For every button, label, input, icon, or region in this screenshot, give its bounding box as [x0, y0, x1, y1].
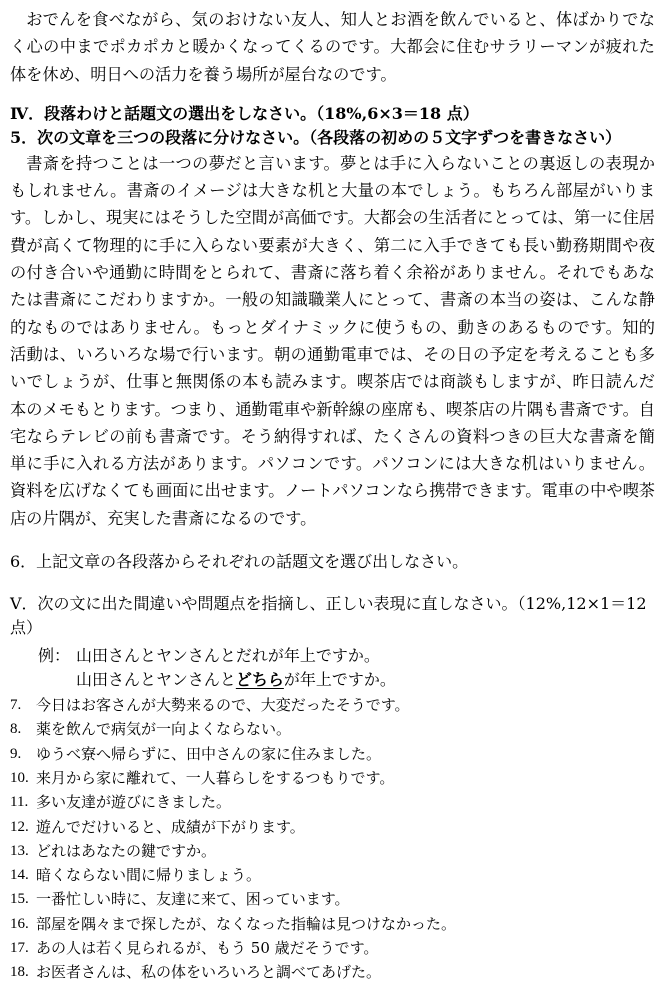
- question-item: [10, 790, 655, 814]
- section-5-heading-text: Ⅴ．次の文に出た間違いや問題点を指摘し、正しい表現に直しなさい。（12%,12×1＝12 点）: [10, 594, 647, 638]
- example-block: [38, 644, 655, 692]
- question-text: あの人は若く見られるが、もう 50 歳だそうです。: [36, 939, 379, 958]
- question-item: [10, 717, 655, 741]
- question-6: 6．上記文章の各段落からそれぞれの話題文を選び出しなさい。: [10, 552, 469, 572]
- question-item: [10, 863, 655, 887]
- example-wrong-sentence: 山田さんとヤンさんとだれが年上ですか。: [76, 646, 380, 666]
- question-item: [10, 839, 655, 863]
- question-number: 13.: [10, 842, 29, 859]
- question-number: 12.: [10, 818, 29, 835]
- question-text: 遊んでだけいると、成績が下がります。: [36, 817, 305, 836]
- section-4-heading: Ⅳ．段落わけと話題文の選出をしなさい。（18%,6×3＝18 点）: [10, 103, 479, 123]
- question-text: 来月から家に離れて、一人暮らしをするつもりです。: [36, 768, 395, 787]
- example-correction-underlined: どちら: [235, 670, 284, 690]
- question-text: お医者さんは、私の体をいろいろと調べてあげた。: [36, 963, 382, 982]
- question-list: [10, 693, 655, 985]
- question-item: [10, 815, 655, 839]
- intro-paragraph: おでんを食べながら、気のおけない友人、知人とお酒を飲んでいると、体ばかりでなく心の中までポカポカと暖かくなってくるのです。大都会に住むサラリーマンが疲れた体を休め、明日への活力を養う場所が屋台なのです。: [10, 10, 655, 84]
- question-text: どれはあなたの鍵ですか。: [36, 841, 217, 860]
- question-item: [10, 887, 655, 911]
- question-item: [10, 693, 655, 717]
- example-wrong-row: [38, 644, 655, 668]
- question-number: 11.: [10, 794, 29, 811]
- question-text: 暗くならない間に帰りましょう。: [36, 866, 262, 885]
- question-item: [10, 912, 655, 936]
- question-text: 一番忙しい時に、友達に来て、困っています。: [36, 890, 350, 909]
- question-text: ゆうべ寮へ帰らずに、田中さんの家に住みました。: [36, 744, 382, 763]
- question-number: 16.: [10, 915, 29, 932]
- question-text: 部屋を隅々まで探したが、なくなった指輪は見つけなかった。: [36, 914, 457, 933]
- question-text: 今日はお客さんが大勢来るので、大変だったそうです。: [36, 696, 410, 715]
- question-number: 17.: [10, 940, 29, 957]
- example-label: 例：: [38, 646, 71, 666]
- question-number: 14.: [10, 867, 29, 884]
- question-text: 多い友達が遊びにきました。: [36, 793, 232, 812]
- question-number: 8.: [10, 721, 22, 738]
- question-number: 9.: [10, 745, 22, 762]
- question-number: 18.: [10, 964, 29, 981]
- example-correct-row: [38, 668, 655, 692]
- question-number: 7.: [10, 697, 22, 714]
- question-number: 15.: [10, 891, 29, 908]
- question-item: [10, 936, 655, 960]
- question-item: [10, 742, 655, 766]
- section-5-heading: [10, 592, 655, 640]
- question-text: 薬を飲んで病気が一向よくならない。: [36, 720, 292, 739]
- question-5: 5．次の文章を三つの段落に分けなさい。（各段落の初めの５文字ずつを書きなさい）: [10, 127, 622, 147]
- reading-passage: 書斎を持つことは一つの夢だと言います。夢とは手に入らないことの裏返しの表現かもしれません。書斎のイメージは大きな机と大量の本でしょう。もちろん部屋がいります。しかし、現実にはそうした空間が高価です。大都会の生活者にとっては、第一に住居費が高くて物理的に手に入らない要素が大きく、第二に入手できても長い勤務期間や夜の付き合いや通勤に時間をとられて、書斎に落ち着く余裕がありません。それでもあなたは書斎にこだわりますか。一般の知識職業人にとって、書斎の本当の姿は、こんな静的なものではありません。もっとダイナミックに使うもの、動きのあるものです。知的活動は、いろいろな場で行います。朝の通勤電車では、その日の予定を考えることも多いでしょうが、仕事と無関係の本も読みます。喫茶店では商談もしますが、昨日読んだ本のメモもとります。つまり、通勤電車や新幹線の座席も、喫茶店の片隅も書斎です。自宅ならテレビの前も書斎です。そう納得すれば、たくさんの資料つきの巨大な書斎を簡単に手に入れる方法があります。パソコンです。パソコンには大きな机はいりません。資料を広げなくても画面に出せます。ノートパソコンなら携帯できます。電車の中や喫茶店の片隅が、充実した書斎になるのです。: [10, 153, 655, 528]
- example-correct-sentence: 山田さんとヤンさんとどちらが年上ですか。: [76, 670, 396, 690]
- question-number: 10.: [10, 769, 29, 786]
- question-item: [10, 960, 655, 984]
- question-item: [10, 766, 655, 790]
